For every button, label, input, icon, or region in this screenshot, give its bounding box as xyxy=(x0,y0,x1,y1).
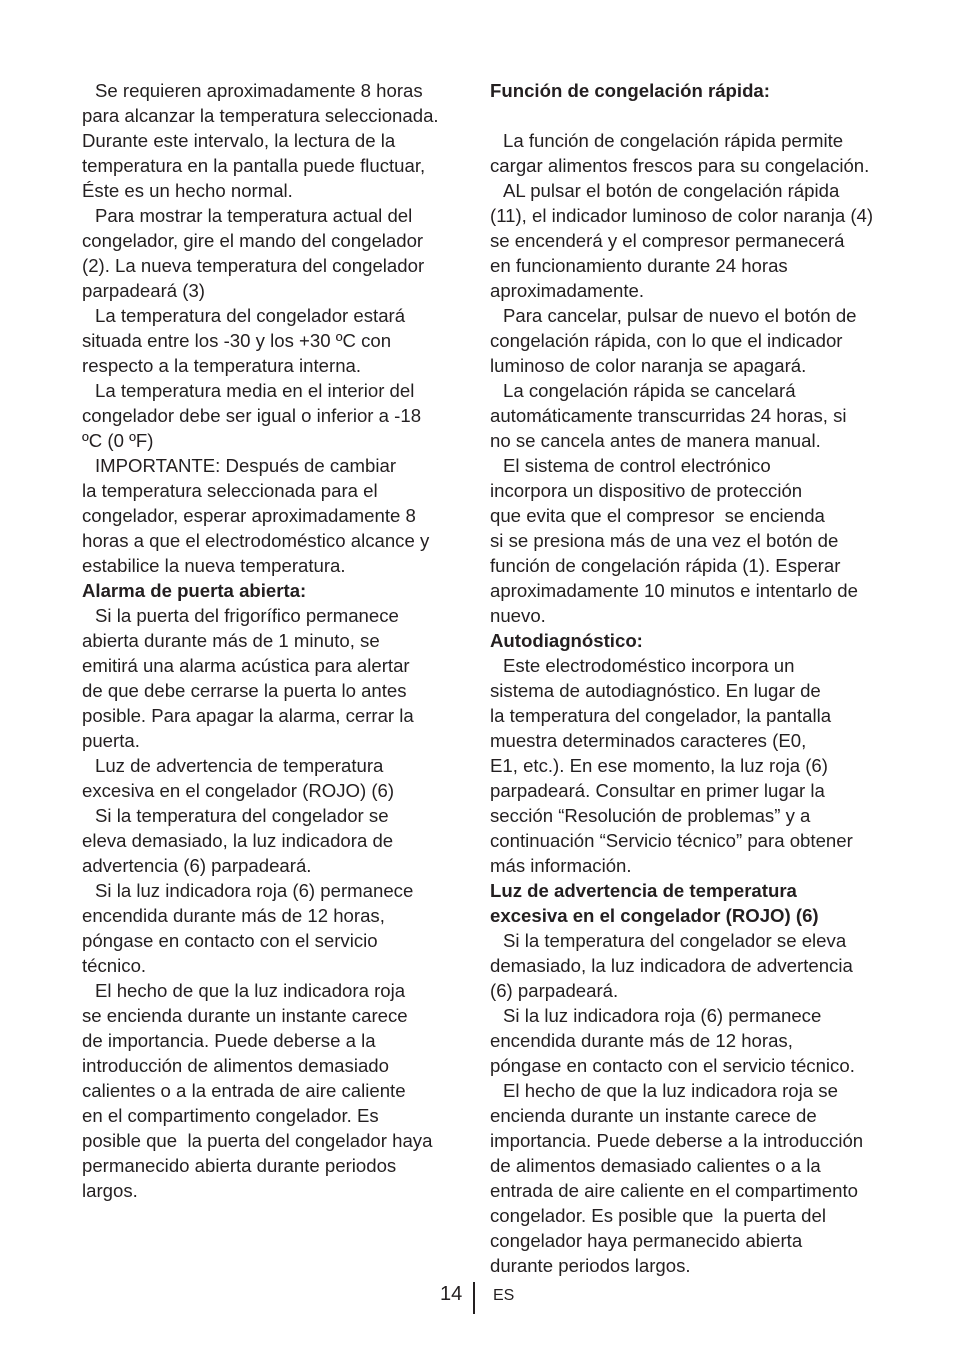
text-line: La congelación rápida se cancelará xyxy=(503,380,796,401)
section-heading: Función de congelación rápida: xyxy=(490,80,770,101)
text-line: no se cancela antes de manera manual. xyxy=(490,430,821,451)
section-heading: Autodiagnóstico: xyxy=(490,630,643,651)
text-line: muestra determinados caracteres (E0, xyxy=(490,730,807,751)
text-line: Si la temperatura del congelador se xyxy=(95,805,389,826)
text-line: técnico. xyxy=(82,955,147,976)
text-line: posible que la puerta del congelador haya xyxy=(82,1130,433,1151)
text-line: (11), el indicador luminoso de color naranja (4) xyxy=(490,205,874,226)
text-line: Éste es un hecho normal. xyxy=(82,180,293,201)
text-line: función de congelación rápida (1). Esperar xyxy=(490,555,841,576)
text-line: en funcionamiento durante 24 horas xyxy=(490,255,788,276)
text-line: aproximadamente. xyxy=(490,280,644,301)
text-line: Si la puerta del frigorífico permanece xyxy=(95,605,399,626)
text-line: El sistema de control electrónico xyxy=(503,455,771,476)
text-line: la temperatura del congelador, la pantalla xyxy=(490,705,832,726)
text-line: si se presiona más de una vez el botón de xyxy=(490,530,839,551)
text-line: calientes o a la entrada de aire caliente xyxy=(82,1080,406,1101)
text-line: La función de congelación rápida permite xyxy=(503,130,844,151)
left-text-column xyxy=(82,78,464,1203)
text-line: E1, etc.). En ese momento, la luz roja (6) xyxy=(490,755,828,776)
text-line: automáticamente transcurridas 24 horas, si xyxy=(490,405,847,426)
text-line: Si la temperatura del congelador se eleva xyxy=(503,930,847,951)
text-line: la temperatura seleccionada para el xyxy=(82,480,378,501)
text-line: emitirá una alarma acústica para alertar xyxy=(82,655,410,676)
text-line: de alimentos demasiado calientes o a la xyxy=(490,1155,821,1176)
text-line: incorpora un dispositivo de protección xyxy=(490,480,803,501)
text-line: permanecido abierta durante periodos xyxy=(82,1155,397,1176)
text-line: posible. Para apagar la alarma, cerrar la xyxy=(82,705,414,726)
text-line: situada entre los -30 y los +30 ºC con xyxy=(82,330,392,351)
text-line: importancia. Puede deberse a la introducción xyxy=(490,1130,864,1151)
text-line: introducción de alimentos demasiado xyxy=(82,1055,389,1076)
text-line: ºC (0 ºF) xyxy=(82,430,154,451)
text-line: eleva demasiado, la luz indicadora de xyxy=(82,830,394,851)
footer-divider xyxy=(473,1282,475,1314)
text-line: congelador, esperar aproximadamente 8 xyxy=(82,505,416,526)
text-line: se encienda durante un instante carece xyxy=(82,1005,408,1026)
text-line: (6) parpadeará. xyxy=(490,980,619,1001)
text-line: respecto a la temperatura interna. xyxy=(82,355,362,376)
text-line: encendida durante más de 12 horas, xyxy=(82,905,385,926)
right-text-column xyxy=(490,78,902,1278)
text-line: parpadeará. Consultar en primer lugar la xyxy=(490,780,825,801)
text-line: Para mostrar la temperatura actual del xyxy=(95,205,413,226)
text-line: luminoso de color naranja se apagará. xyxy=(490,355,807,376)
text-line: Durante este intervalo, la lectura de la xyxy=(82,130,396,151)
text-line: Para cancelar, pulsar de nuevo el botón de xyxy=(503,305,857,326)
text-line: encendida durante más de 12 horas, xyxy=(490,1030,793,1051)
text-line: encienda durante un instante carece de xyxy=(490,1105,817,1126)
section-heading: Luz de advertencia de temperatura xyxy=(490,880,797,901)
text-line: sección “Resolución de problemas” y a xyxy=(490,805,811,826)
text-line: El hecho de que la luz indicadora roja xyxy=(95,980,406,1001)
text-line: congelación rápida, con lo que el indicador xyxy=(490,330,843,351)
text-line: durante periodos largos. xyxy=(490,1255,691,1276)
text-line: El hecho de que la luz indicadora roja se xyxy=(503,1080,838,1101)
text-line: advertencia (6) parpadeará. xyxy=(82,855,312,876)
text-line: demasiado, la luz indicadora de advertencia xyxy=(490,955,853,976)
text-line: más información. xyxy=(490,855,632,876)
text-line: Se requieren aproximadamente 8 horas xyxy=(95,80,423,101)
text-line: temperatura en la pantalla puede fluctuar, xyxy=(82,155,426,176)
text-line: en el compartimento congelador. Es xyxy=(82,1105,379,1126)
text-line: Este electrodoméstico incorpora un xyxy=(503,655,795,676)
section-heading: excesiva en el congelador (ROJO) (6) xyxy=(490,905,819,926)
text-line: nuevo. xyxy=(490,605,546,626)
text-line: congelador, gire el mando del congelador xyxy=(82,230,424,251)
text-line: de importancia. Puede deberse a la xyxy=(82,1030,376,1051)
text-line: La temperatura media en el interior del xyxy=(95,380,415,401)
text-line: parpadeará (3) xyxy=(82,280,206,301)
text-line: La temperatura del congelador estará xyxy=(95,305,406,326)
text-line: horas a que el electrodoméstico alcance y xyxy=(82,530,430,551)
text-line: se encenderá y el compresor permanecerá xyxy=(490,230,845,251)
blank-line xyxy=(490,103,902,128)
text-line: puerta. xyxy=(82,730,140,751)
text-line: congelador haya permanecido abierta xyxy=(490,1230,803,1251)
text-line: congelador debe ser igual o inferior a -18 xyxy=(82,405,422,426)
text-line: aproximadamente 10 minutos e intentarlo de xyxy=(490,580,858,601)
text-line: AL pulsar el botón de congelación rápida xyxy=(503,180,840,201)
text-line: abierta durante más de 1 minuto, se xyxy=(82,630,380,651)
text-line: congelador. Es posible que la puerta del xyxy=(490,1205,826,1226)
text-line: largos. xyxy=(82,1180,138,1201)
text-line: excesiva en el congelador (ROJO) (6) xyxy=(82,780,395,801)
text-line: Si la luz indicadora roja (6) permanece xyxy=(95,880,414,901)
text-line: póngase en contacto con el servicio técnico. xyxy=(490,1055,855,1076)
text-line: Luz de advertencia de temperatura xyxy=(95,755,384,776)
text-line: IMPORTANTE: Después de cambiar xyxy=(95,455,397,476)
language-code: ES xyxy=(493,1287,515,1304)
text-line: póngase en contacto con el servicio xyxy=(82,930,378,951)
text-line: cargar alimentos frescos para su congelación. xyxy=(490,155,870,176)
text-line: para alcanzar la temperatura seleccionada. xyxy=(82,105,439,126)
text-line: entrada de aire caliente en el compartimento xyxy=(490,1180,858,1201)
section-heading: Alarma de puerta abierta: xyxy=(82,580,307,601)
text-line: (2). La nueva temperatura del congelador xyxy=(82,255,425,276)
text-line: continuación “Servicio técnico” para obtener xyxy=(490,830,853,851)
text-line: Si la luz indicadora roja (6) permanece xyxy=(503,1005,822,1026)
text-line: sistema de autodiagnóstico. En lugar de xyxy=(490,680,821,701)
text-line: estabilice la nueva temperatura. xyxy=(82,555,346,576)
text-line: de que debe cerrarse la puerta lo antes xyxy=(82,680,407,701)
text-line: que evita que el compresor se encienda xyxy=(490,505,825,526)
page-number: 14 xyxy=(440,1283,463,1305)
